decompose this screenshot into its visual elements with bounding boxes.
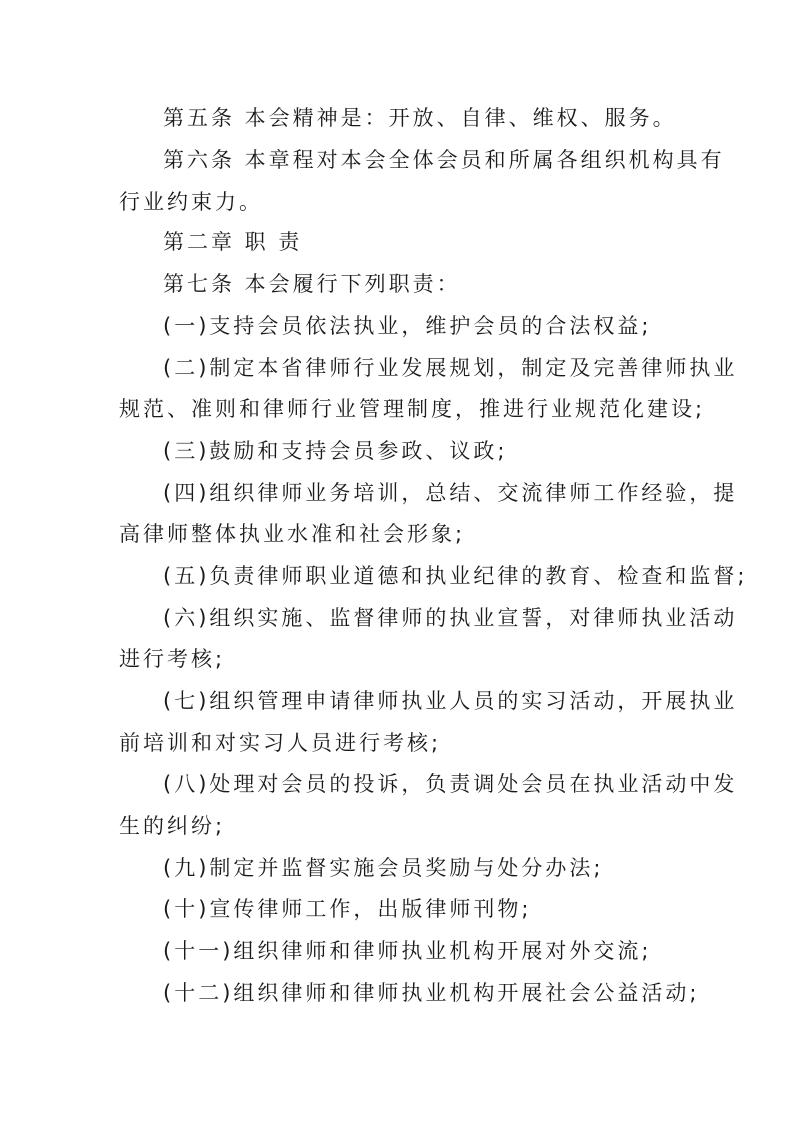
duty-7: (七)组织管理申请律师执业人员的实习活动，开展执业 [163, 689, 738, 713]
duty-7-continued: 前培训和对实习人员进行考核; [119, 731, 442, 755]
duty-1: (一)支持会员依法执业，维护会员的合法权益; [163, 314, 652, 338]
article-6-continued: 行业约束力。 [119, 190, 263, 214]
duty-5: (五)负责律师职业道德和执业纪律的教育、检查和监督; [163, 564, 748, 588]
duty-6-continued: 进行考核; [119, 647, 226, 671]
duty-8: (八)处理对会员的投诉，负责调处会员在执业活动中发 [163, 772, 738, 796]
duty-9: (九)制定并监督实施会员奖励与处分办法; [163, 856, 604, 880]
chapter-2-heading: 第二章 职 责 [163, 230, 303, 254]
duty-6: (六)组织实施、监督律师的执业宣誓，对律师执业活动 [163, 606, 738, 630]
article-6: 第六条 本章程对本会全体会员和所属各组织机构具有 [163, 148, 725, 172]
article-7: 第七条 本会履行下列职责： [163, 272, 461, 296]
duty-2-continued: 规范、准则和律师行业管理制度，推进行业规范化建设; [119, 397, 706, 421]
duty-11: (十一)组织律师和律师执业机构开展对外交流; [163, 939, 652, 963]
duty-10: (十)宣传律师工作，出版律师刊物; [163, 897, 532, 921]
article-5: 第五条 本会精神是：开放、自律、维权、服务。 [163, 106, 677, 130]
duty-2: (二)制定本省律师行业发展规划，制定及完善律师执业 [163, 356, 738, 380]
duty-4-continued: 高律师整体执业水准和社会形象; [119, 522, 466, 546]
duty-4: (四)组织律师业务培训，总结、交流律师工作经验，提 [163, 481, 738, 505]
duty-8-continued: 生的纠纷; [119, 814, 226, 838]
duty-3: (三)鼓励和支持会员参政、议政; [163, 439, 508, 463]
duty-12: (十二)组织律师和律师执业机构开展社会公益活动; [163, 981, 700, 1005]
